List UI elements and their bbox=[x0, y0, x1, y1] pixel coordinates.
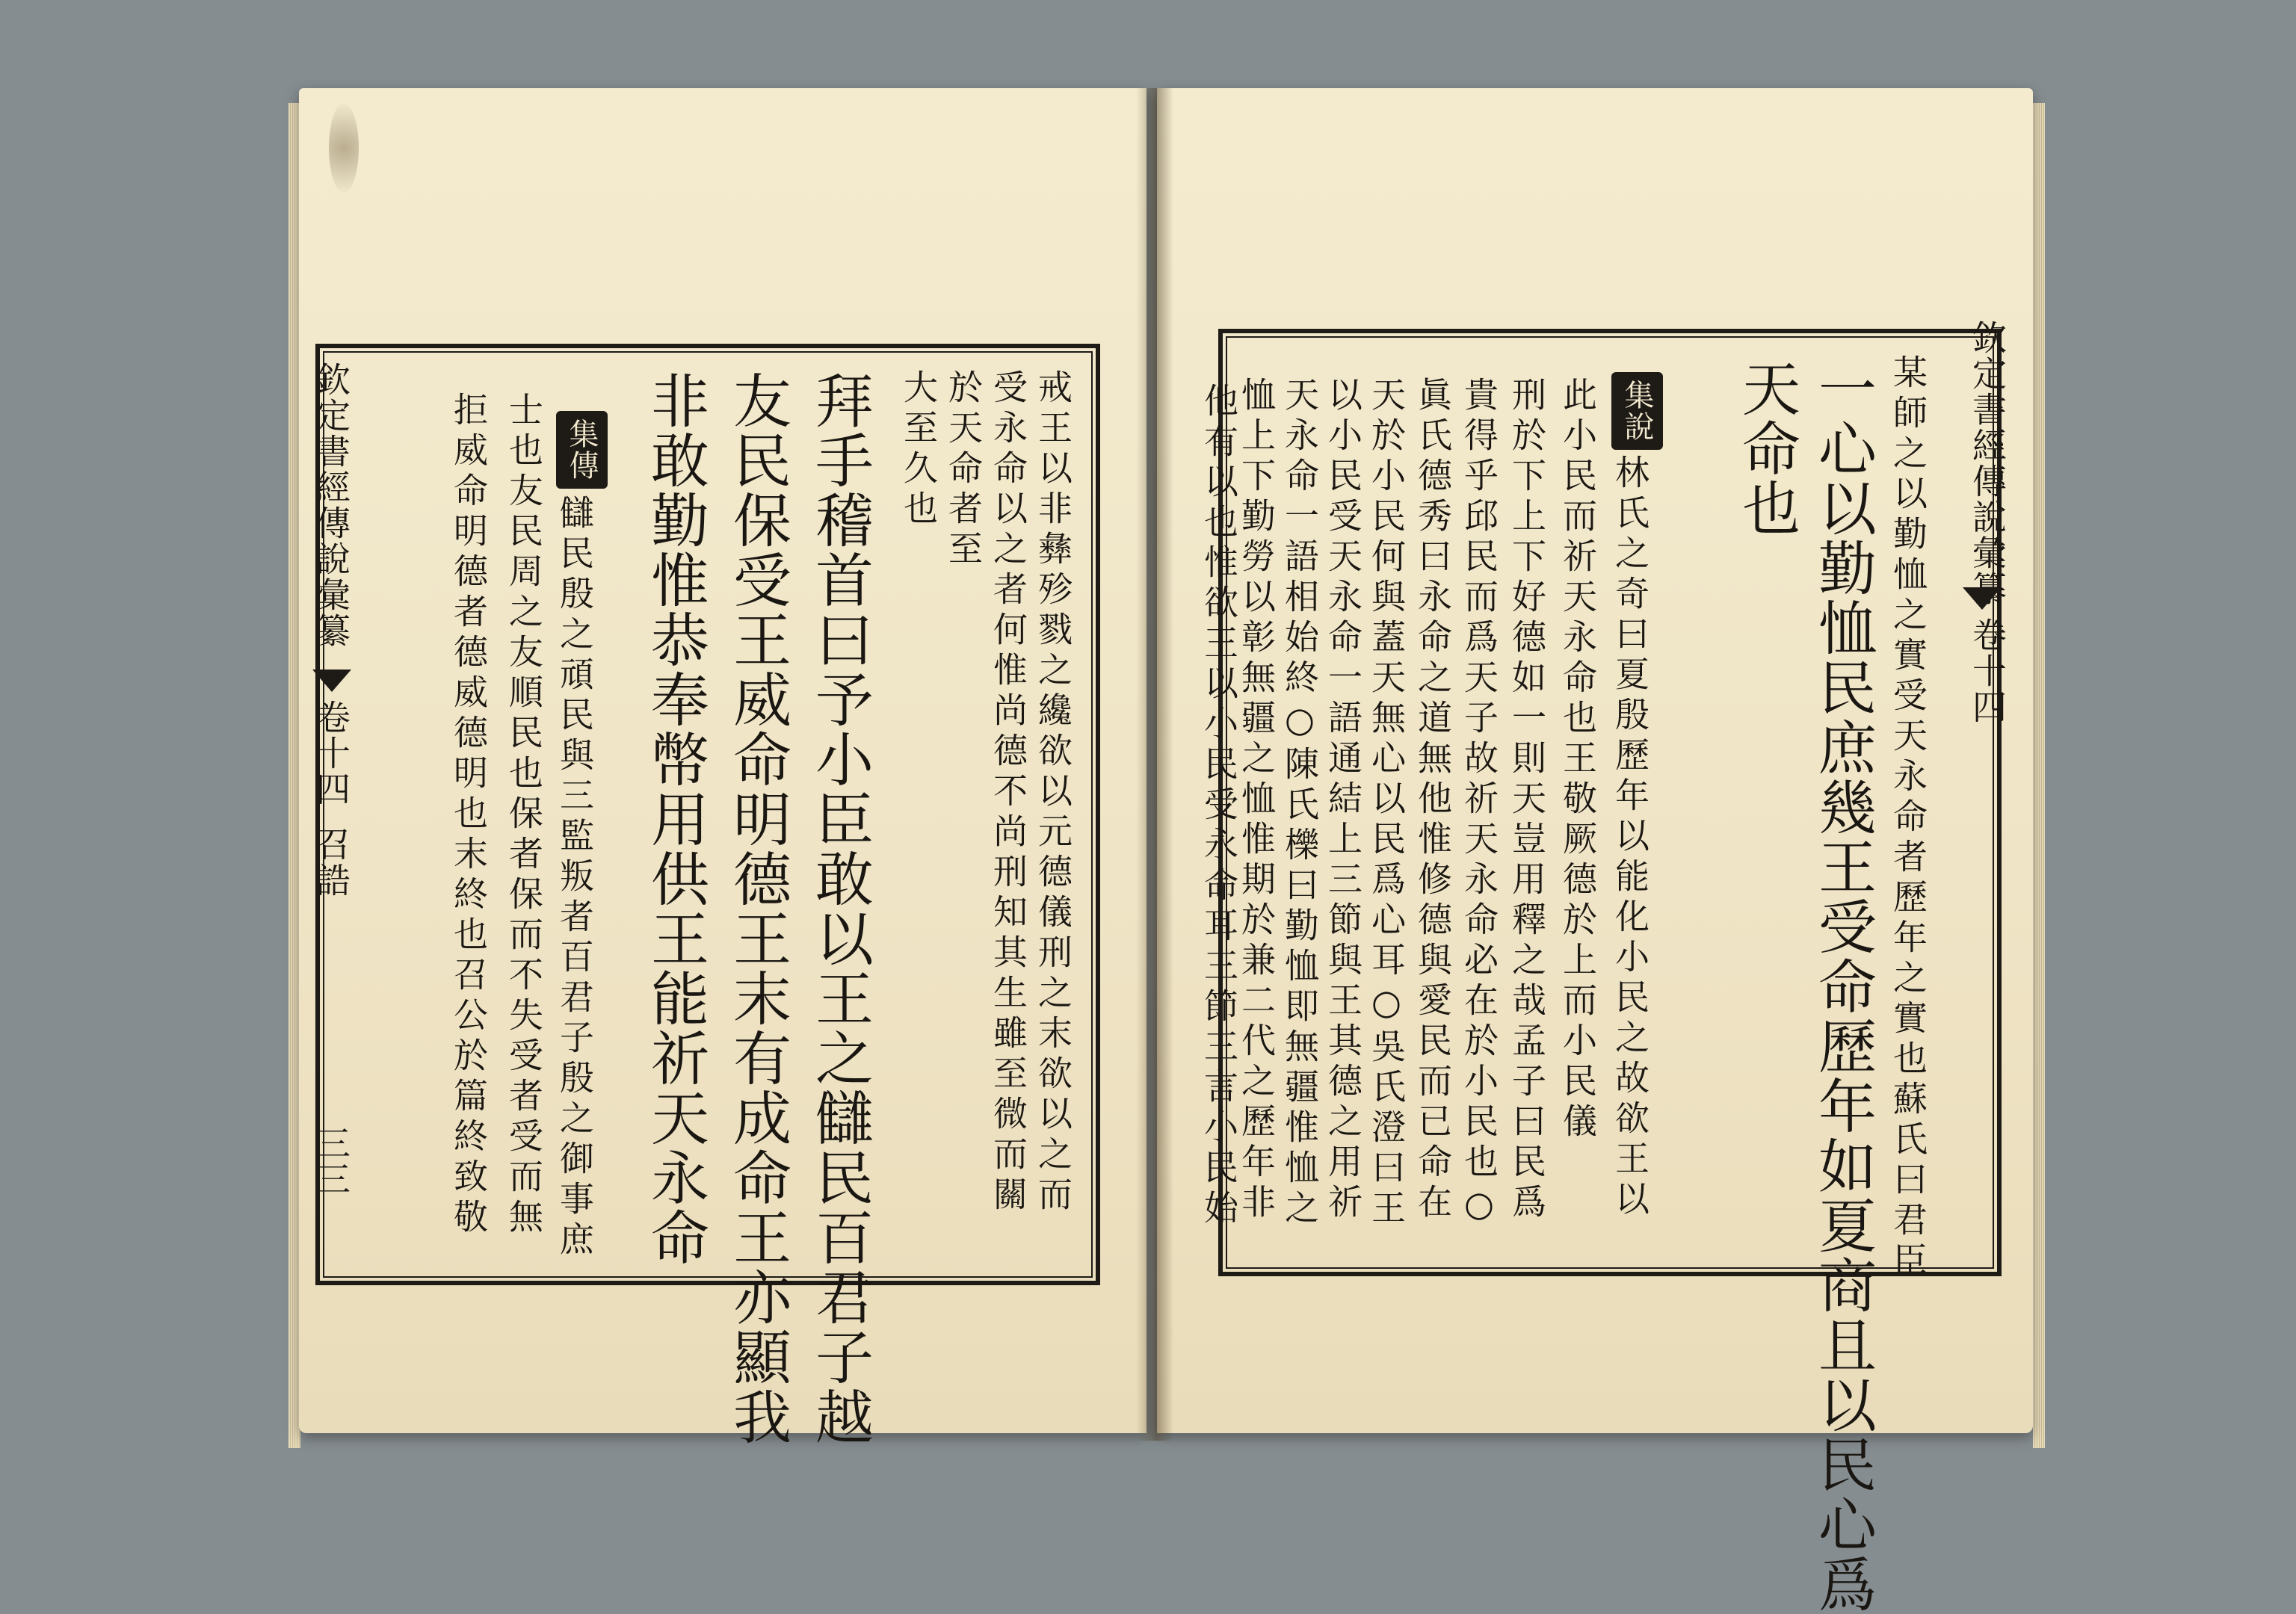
open-book bbox=[299, 88, 2033, 1614]
commentary-badge: 集說 bbox=[1611, 372, 1663, 450]
text-column-5: 此小民而祈天永命也王敬厥德於上而小民儀 bbox=[1558, 377, 1598, 1143]
book-gutter bbox=[1136, 88, 1173, 1441]
text-column-6: 刑於下上下好德如一則天豈用釋之哉孟子曰民爲 bbox=[1507, 377, 1547, 1224]
main-text-column-1: 一心以勤恤民庶幾王受命歷年如夏商且以民心爲 bbox=[1809, 359, 1876, 1614]
margin-book-title: 欽定書經傳說彙纂 bbox=[1967, 320, 2008, 607]
text-column-9: 士也友民周之友順民也保者保而不失受者受而無 bbox=[504, 392, 544, 1239]
text-column-8: 讎民殷之頑民與三監叛者百君子殷之御事庶 bbox=[555, 495, 595, 1261]
margin-volume: 卷十四 bbox=[1967, 617, 2008, 725]
fishtail-mark bbox=[312, 670, 351, 692]
main-text-column-3: 非敢勤惟恭奉幣用供王能祈天永命 bbox=[641, 371, 709, 1267]
text-column-3: 於天命者至 bbox=[943, 369, 984, 571]
text-column-8: 眞氏德秀曰永命之道無他惟修德與愛民而已命在 bbox=[1413, 377, 1453, 1224]
paper-stain bbox=[329, 103, 359, 193]
right-page bbox=[1157, 88, 2033, 1614]
text-column-2: 受永命以之者何惟尚德不尚刑知其生雖至微而關 bbox=[988, 369, 1028, 1216]
margin-book-title: 欽定書經傳說彙纂 bbox=[311, 362, 351, 649]
text-column-1: 某師之以勤恤之實受天永命者歷年之實也蘇氏曰君臣 bbox=[1888, 354, 1928, 1282]
text-column-4: 林氏之奇曰夏殷歷年以能化小民之故欲王以 bbox=[1610, 454, 1650, 1221]
text-column-4: 大至久也 bbox=[898, 369, 939, 531]
margin-chapter: 召誥 bbox=[311, 826, 351, 898]
right-page-edges bbox=[2033, 103, 2045, 1448]
text-column-7: 貴得乎邱民而爲天子故祈天永命必在於小民也○ bbox=[1459, 377, 1499, 1230]
commentary-badge: 集傳 bbox=[556, 411, 608, 489]
text-column-1: 戒王以非彝殄戮之纔欲以元德儀刑之末欲以之而 bbox=[1033, 369, 1073, 1216]
main-text-column-1: 拜手稽首曰予小臣敢以王之讎民百君子越 bbox=[806, 371, 873, 1447]
fishtail-mark bbox=[1963, 587, 2002, 610]
left-page bbox=[299, 88, 1147, 1447]
left-text-frame bbox=[311, 344, 1100, 1447]
margin-page-number: 三三 bbox=[311, 1125, 351, 1197]
text-column-13: 他有以也惟欲王以小民受永命耳三節三言小民始 bbox=[1199, 383, 1239, 1230]
text-column-12: 恤上下勤勞以彰無疆之恤惟期於兼二代之歷年非 bbox=[1236, 377, 1277, 1224]
main-text-column-2: 友民保受王威命明德王末有成命王亦顯我 bbox=[723, 371, 791, 1447]
right-text-frame bbox=[1218, 320, 2008, 1614]
text-column-11: 天永命一語相始終○陳氏櫟曰勤恤即無疆惟恤之 bbox=[1280, 377, 1320, 1230]
text-column-9: 天於小民何與蓋天無心以民爲心耳○吳氏澄曰王 bbox=[1366, 377, 1407, 1230]
text-column-10: 拒威命明德者德威德明也末終也召公於篇終致敬 bbox=[448, 392, 489, 1239]
margin-volume: 卷十四 bbox=[311, 699, 351, 807]
main-text-column-2: 天命也 bbox=[1732, 359, 1800, 538]
text-column-10: 以小民受天永命一語通結上三節與王其德之用祈 bbox=[1323, 377, 1363, 1224]
